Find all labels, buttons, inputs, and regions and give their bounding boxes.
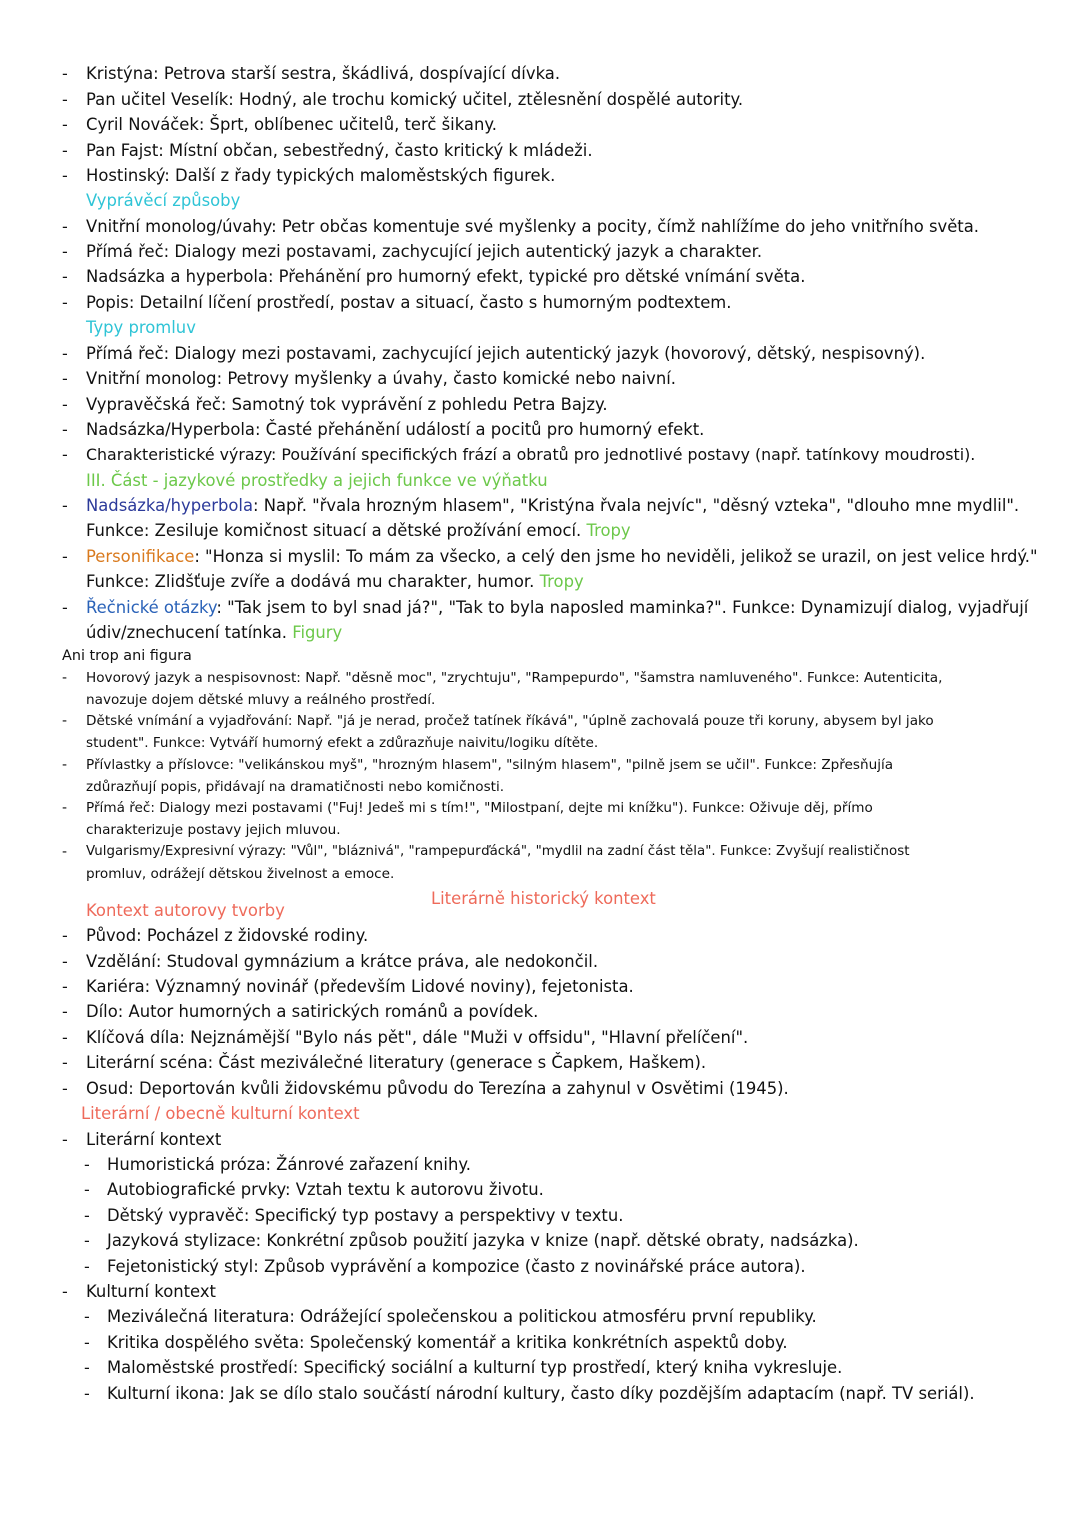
term-text: : "Honza si myslil: To mám za všecko, a celý den jsme ho neviděli, jelikož se urazil, on jest velice hrdý.": [194, 547, 1038, 566]
list-item: Humoristická próza: Žánrové zařazení knihy.: [107, 1155, 471, 1174]
figure-rhetorical-questions: [86, 595, 1028, 620]
list-item-continuation: charakterizuje postavy jejich mluvou.: [86, 822, 341, 838]
bullet-dash: -: [84, 1180, 90, 1199]
list-item: Vnitřní monolog: Petrovy myšlenky a úvahy, často komické nebo naivní.: [86, 369, 676, 388]
bullet-dash: -: [84, 1333, 90, 1352]
list-item: Pan Fajst: Místní občan, sebestředný, často kritický k mládeži.: [86, 141, 593, 160]
list-item: Přívlastky a příslovce: "velikánskou myš", "hrozným hlasem", "silným hlasem", "pilně jsem se učil". Funkce: Zpřesňujía: [86, 757, 894, 773]
bullet-dash: -: [62, 598, 68, 617]
bullet-dash: -: [62, 926, 68, 945]
section-heading-literary-history: Literárně historický kontext: [431, 889, 656, 908]
bullet-dash: -: [62, 1079, 68, 1098]
list-item: Kristýna: Petrova starší sestra, škádlivá, dospívající dívka.: [86, 64, 561, 83]
subheading-neither: Ani trop ani figura: [62, 648, 192, 664]
list-item: Nadsázka/Hyperbola: Časté přehánění událostí a pocitů pro humorný efekt.: [86, 420, 705, 439]
bullet-dash: -: [62, 800, 68, 816]
bullet-dash: -: [62, 395, 68, 414]
figure-rhetorical-questions-function: [86, 620, 342, 645]
list-item: Popis: Detailní líčení prostředí, postav a situací, často s humorným podtextem.: [86, 293, 732, 312]
list-item: Dětské vnímání a vyjadřování: Např. "já je nerad, pročež tatínek říkává", "úplně zachovalá pouze tři koruny, abysem byl jako: [86, 713, 934, 729]
tag-label: Tropy: [539, 572, 584, 591]
bullet-dash: -: [62, 952, 68, 971]
list-item: Přímá řeč: Dialogy mezi postavami, zachycující jejich autentický jazyk (hovorový, dětský, nespisovný).: [86, 344, 926, 363]
bullet-dash: -: [62, 420, 68, 439]
trope-personification-function: [86, 569, 584, 594]
list-item-continuation: promluv, odrážejí dětskou živelnost a emoce.: [86, 866, 395, 882]
bullet-dash: -: [62, 713, 68, 729]
list-item: Vnitřní monolog/úvahy: Petr občas komentuje své myšlenky a pocity, čímž nahlížíme do jeho vnitřního světa.: [86, 217, 979, 236]
list-item: Původ: Pocházel z židovské rodiny.: [86, 926, 369, 945]
section-heading-part-three: III. Část - jazykové prostředky a jejich funkce ve výňatku: [86, 471, 548, 490]
bullet-dash: -: [62, 217, 68, 236]
bullet-dash: -: [62, 1130, 68, 1149]
bullet-dash: -: [62, 547, 68, 566]
list-item: Vzdělání: Studoval gymnázium a krátce práva, ale nedokončil.: [86, 952, 599, 971]
function-text: údiv/znechucení tatínka.: [86, 623, 287, 642]
term-label: Nadsázka/hyperbola: [86, 496, 254, 515]
list-item: Meziválečná literatura: Odrážející společenskou a politickou atmosféru první republiky.: [107, 1307, 817, 1326]
list-item: Fejetonistický styl: Způsob vyprávění a kompozice (často z novinářské práce autora).: [107, 1257, 806, 1276]
list-item-continuation: student". Funkce: Vytváří humorný efekt a zdůrazňuje naivitu/logiku dítěte.: [86, 735, 599, 751]
bullet-dash: -: [62, 293, 68, 312]
bullet-dash: -: [62, 90, 68, 109]
list-item: Nadsázka a hyperbola: Přehánění pro humorný efekt, typické pro dětské vnímání světa.: [86, 267, 806, 286]
bullet-dash: -: [62, 1053, 68, 1072]
term-label: Řečnické otázky: [86, 598, 217, 617]
bullet-dash: -: [62, 242, 68, 261]
bullet-dash: -: [62, 496, 68, 515]
list-item-group: Kulturní kontext: [86, 1282, 216, 1301]
bullet-dash: -: [84, 1307, 90, 1326]
list-item: Osud: Deportován kvůli židovskému původu do Terezína a zahynul v Osvětimi (1945).: [86, 1079, 789, 1098]
list-item: Pan učitel Veselík: Hodný, ale trochu komický učitel, ztělesnění dospělé autority.: [86, 90, 744, 109]
term-text: : "Tak jsem to byl snad já?", "Tak to byla naposled maminka?". Funkce: Dynamizují dialog, vyjadřují: [216, 598, 1029, 617]
bullet-dash: -: [62, 344, 68, 363]
bullet-dash: -: [62, 1028, 68, 1047]
list-item: Cyril Nováček: Šprt, oblíbenec učitelů, terč šikany.: [86, 115, 497, 134]
bullet-dash: -: [84, 1257, 90, 1276]
section-heading-author-context: Kontext autorovy tvorby: [86, 901, 285, 920]
bullet-dash: -: [62, 141, 68, 160]
section-heading-cultural-context: Literární / obecně kulturní kontext: [81, 1104, 360, 1123]
list-item-group: Literární kontext: [86, 1130, 222, 1149]
bullet-dash: -: [84, 1384, 90, 1403]
list-item: Vypravěčská řeč: Samotný tok vyprávění z pohledu Petra Bajzy.: [86, 395, 608, 414]
list-item: Autobiografické prvky: Vztah textu k autorovu životu.: [107, 1180, 544, 1199]
bullet-dash: -: [84, 1155, 90, 1174]
list-item: Přímá řeč: Dialogy mezi postavami ("Fuj! Jedeš mi s tím!", "Milostpaní, dejte mi knížku"). Funkce: Oživuje děj, přímo: [86, 800, 873, 816]
list-item: Vulgarismy/Expresivní výrazy: "Vůl", "bláznivá", "rampepurďácká", "mydlil na zadní část těla". Funkce: Zvyšují realističnost: [86, 844, 910, 859]
bullet-dash: -: [62, 757, 68, 773]
bullet-dash: -: [62, 267, 68, 286]
bullet-dash: -: [62, 115, 68, 134]
bullet-dash: -: [62, 64, 68, 83]
bullet-dash: -: [62, 1002, 68, 1021]
bullet-dash: -: [62, 1282, 68, 1301]
function-text: Funkce: Zlidšťuje zvíře a dodává mu charakter, humor.: [86, 572, 535, 591]
list-item: Charakteristické výrazy: Používání specifických frází a obratů pro jednotlivé postavy (např. tatínkovy moudrosti).: [86, 445, 976, 464]
list-item: Dětský vypravěč: Specifický typ postavy a perspektivy v textu.: [107, 1206, 624, 1225]
term-text: : Např. "řvala hrozným hlasem", "Kristýna řvala nejvíc", "děsný vzteka", "dlouho mne mydlil".: [253, 496, 1020, 515]
function-text: Funkce: Zesiluje komičnost situací a dětské prožívání emocí.: [86, 521, 582, 540]
list-item-continuation: navozuje dojem dětské mluvy a reálného prostředí.: [86, 692, 436, 708]
list-item: Klíčová díla: Nejznámější "Bylo nás pět", dále "Muži v offsidu", "Hlavní přelíčení".: [86, 1028, 749, 1047]
bullet-dash: -: [84, 1231, 90, 1250]
trope-hyperbole-function: [86, 518, 631, 543]
tag-label: Figury: [292, 623, 343, 642]
term-label: Personifikace: [86, 547, 195, 566]
bullet-dash: -: [62, 369, 68, 388]
list-item-continuation: zdůrazňují popis, přidávají na dramatičnosti nebo komičnosti.: [86, 779, 505, 795]
trope-personification: [86, 544, 1038, 569]
list-item: Kariéra: Významný novinář (především Lidové noviny), fejetonista.: [86, 977, 634, 996]
bullet-dash: -: [62, 977, 68, 996]
section-heading-narrative: Vyprávěcí způsoby: [86, 191, 241, 210]
bullet-dash: -: [62, 844, 68, 860]
section-heading-speech-types: Typy promluv: [86, 318, 196, 337]
tag-label: Tropy: [586, 521, 631, 540]
trope-hyperbole: [86, 493, 1019, 518]
list-item: Maloměstské prostředí: Specifický sociální a kulturní typ prostředí, který kniha vykresluje.: [107, 1358, 843, 1377]
bullet-dash: -: [62, 670, 68, 686]
list-item: Přímá řeč: Dialogy mezi postavami, zachycující jejich autentický jazyk a charakter.: [86, 242, 763, 261]
list-item: Hostinský: Další z řady typických maloměstských figurek.: [86, 166, 556, 185]
list-item: Hovorový jazyk a nespisovnost: Např. "děsně moc", "zrychtuju", "Rampepurdo", "šamstra namluveného". Funkce: Autenticita,: [86, 670, 943, 686]
list-item: Dílo: Autor humorných a satirických románů a povídek.: [86, 1002, 539, 1021]
list-item: Jazyková stylizace: Konkrétní způsob použití jazyka v knize (např. dětské obraty, nadsázka).: [107, 1231, 859, 1250]
list-item: Kritika dospělého světa: Společenský komentář a kritika konkrétních aspektů doby.: [107, 1333, 788, 1352]
bullet-dash: -: [62, 166, 68, 185]
bullet-dash: -: [84, 1206, 90, 1225]
bullet-dash: -: [62, 445, 68, 464]
list-item: Kulturní ikona: Jak se dílo stalo součástí národní kultury, často díky pozdějším adaptacím (např. TV seriál).: [107, 1384, 975, 1403]
bullet-dash: -: [84, 1358, 90, 1377]
list-item: Literární scéna: Část meziválečné literatury (generace s Čapkem, Haškem).: [86, 1053, 707, 1072]
